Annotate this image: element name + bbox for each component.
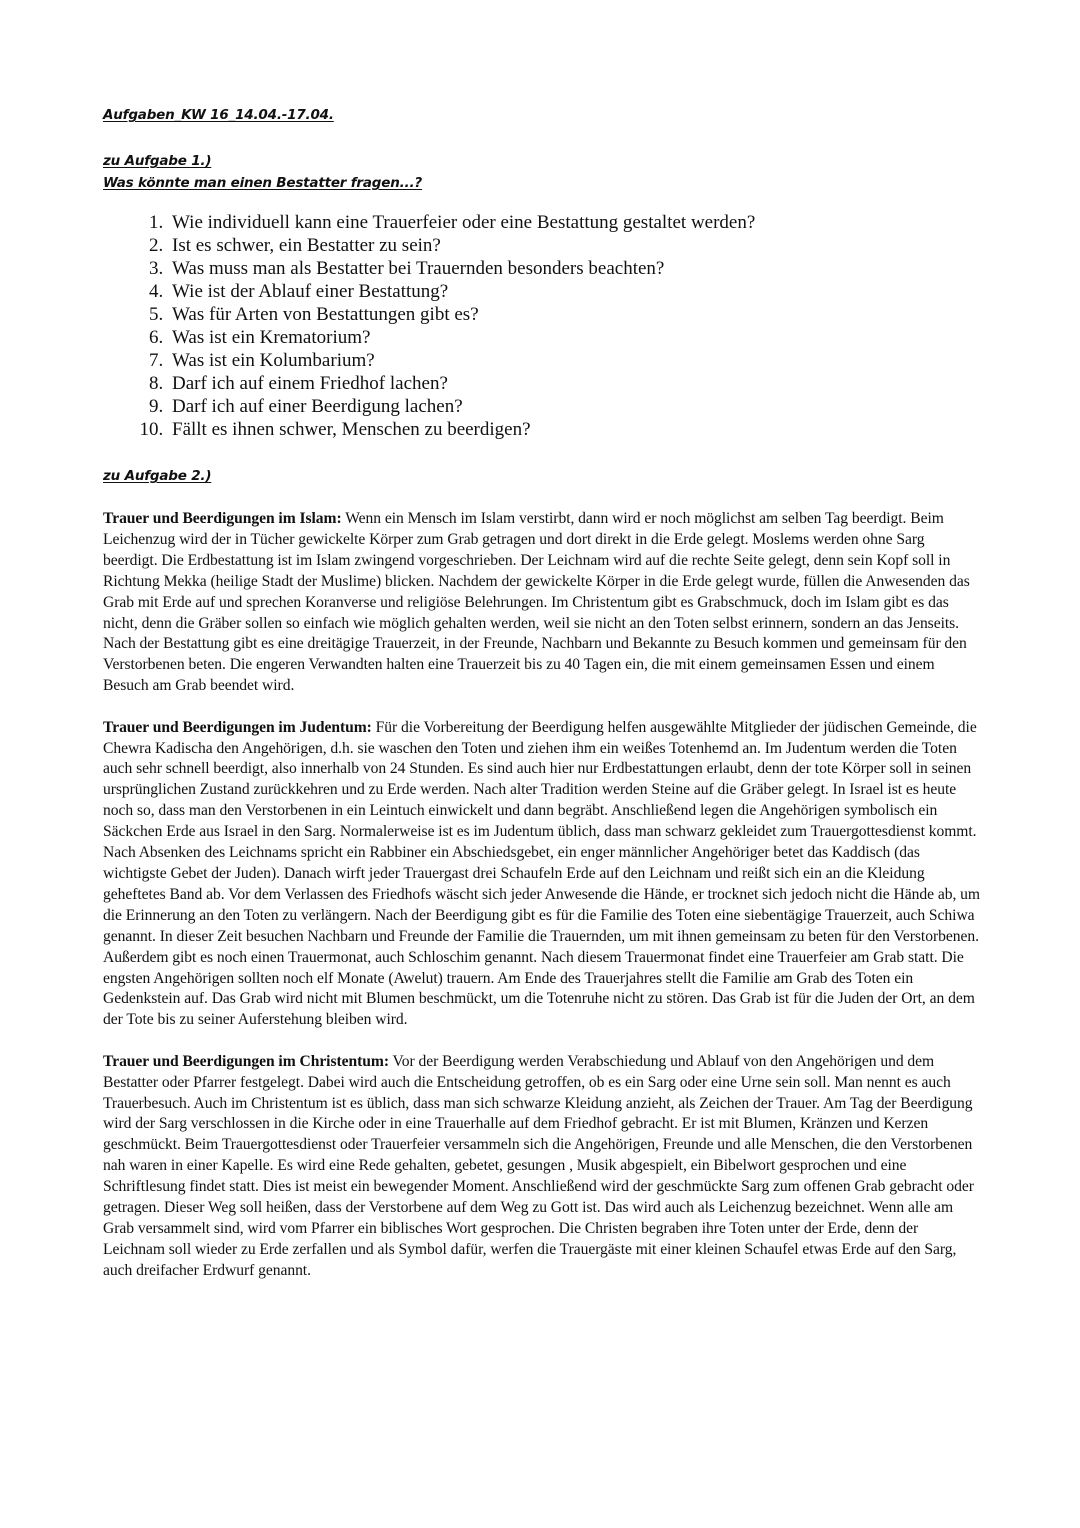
question-item: 5. Was für Arten von Bestattungen gibt es? [168,303,980,326]
paragraph-label: Trauer und Beerdigungen im Judentum: [103,718,372,736]
task1-heading: zu Aufgabe 1.) [103,153,212,169]
task2-heading: zu Aufgabe 2.) [103,468,212,484]
question-item: 9. Darf ich auf einer Beerdigung lachen? [168,395,980,418]
question-item: 3. Was muss man als Bestatter bei Trauernden besonders beachten? [168,257,980,280]
paragraph-judentum [103,718,980,1032]
paragraph-islam [103,509,980,697]
paragraph-text: Wenn ein Mensch im Islam verstirbt, dann wird er noch möglichst am selben Tag beerdigt. Beim Leichenzug wird der in Tücher gewickelte Körper zum Grab getragen und dort direkt in die Erde gelegt. Moslems werden ohne Sarg beerdigt. Die Erdbestattung ist im Islam zwingend vorgeschrieben. Der Leichnam wird auf die rechte Seite gelegt, denn sein Kopf soll in Richtung Mekka (heilige Stadt der Muslime) blicken. Nachdem der gewickelte Körper in die Erde gelegt wurde, füllen die Anwesenden das Grab mit Erde auf und sprechen Koranverse und religiöse Belehrungen. Im Christentum gibt es Grabschmuck, doch im Islam gibt es das nicht, denn die Gräber sollen so einfach wie möglich gehalten werden, weil sie nicht an den Toten selbst erinnern, sondern an das Jenseits. Nach der Bestattung gibt es eine dreitägige Trauerzeit, in der Freunde, Nachbarn und Bekannte zu Besuch kommen und gemeinsam für den Verstorbenen beten. Die engeren Verwandten halten eine Trauerzeit bis zu 40 Tagen ein, die mit einem gemeinsamen Essen und einem Besuch am Grab beendet wird. [103,510,970,695]
question-item: 1. Wie individuell kann eine Trauerfeier oder eine Bestattung gestaltet werden? [168,211,980,234]
document-page [103,104,980,1302]
question-item: 10. Fällt es ihnen schwer, Menschen zu beerdigen? [168,418,980,441]
question-item: 4. Wie ist der Ablauf einer Bestattung? [168,280,980,303]
paragraph-christentum [103,1052,980,1282]
paragraph-text: Für die Vorbereitung der Beerdigung helfen ausgewählte Mitglieder der jüdischen Gemeinde, die Chewra Kadischa den Angehörigen, d.h. sie waschen den Toten und ziehen ihm ein weißes Totenhemd an. Im Judentum werden die Toten auch sehr schnell beerdigt, also innerhalb von 24 Stunden. Es sind auch hier nur Erdbestattungen erlaubt, denn der tote Körper soll in seinen ursprünglichen Zustand zurückkehren und zu Erde werden. Nach alter Tradition werden Steine auf die Gräber gelegt. In Israel ist es heute noch so, dass man den Verstorbenen in ein Leintuch einwickelt und dann begräbt. Anschließend legen die Angehörigen symbolisch ein Säckchen Erde aus Israel in den Sarg. Normalerweise ist es im Judentum üblich, dass man schwarz gekleidet zum Trauergottesdienst kommt. Nach Absenken des Leichnams spricht ein Rabbiner ein Abschiedsgebet, ein enger männlicher Angehöriger betet das Kaddisch (das wichtigste Gebet der Juden). Danach wirft jeder Trauergast drei Schaufeln Erde auf den Leichnam und reißt sich ein an die Kleidung geheftetes Band ab. Vor dem Verlassen des Friedhofs wäscht sich jeder Anwesende die Hände, er trocknet sich jedoch nicht die Hände ab, um die Erinnerung an den Toten zu verlängern. Nach der Beerdigung gibt es für die Familie des Toten eine siebentägige Trauerzeit, auch Schiwa genannt. In dieser Zeit besuchen Nachbarn und Freunde der Familie die Trauernden, um mit ihnen gemeinsam zu beten für den Verstorbenen. Außerdem gibt es noch einen Trauermonat, auch Schloschim genannt. Nach diesem Trauermonat findet eine Trauerfeier am Grab statt. Die engsten Angehörigen sollten noch elf Monate (Awelut) trauern. Am Ende des Trauerjahres stellt die Familie am Grab des Toten ein Gedenkstein auf. Das Grab wird nicht mit Blumen beschmückt, um die Totenruhe nicht zu stören. Das Grab ist für die Juden der Ort, an dem der Tote bis zu seiner Auferstehung bleiben wird. [103,718,980,1029]
question-item: 7. Was ist ein Kolumbarium? [168,349,980,372]
paragraph-label: Trauer und Beerdigungen im Christentum: [103,1052,389,1070]
paragraph-label: Trauer und Beerdigungen im Islam: [103,510,342,527]
document-title: Aufgaben_KW 16_14.04.-17.04. [103,107,334,123]
question-item: 2. Ist es schwer, ein Bestatter zu sein? [168,234,980,257]
task1-subheading: Was könnte man einen Bestatter fragen...? [103,175,423,191]
paragraph-text: Vor der Beerdigung werden Verabschiedung und Ablauf von den Angehörigen und dem Bestatter oder Pfarrer festgelegt. Dabei wird auch die Entscheidung getroffen, ob es ein Sarg oder eine Urne sein soll. Man nennt es auch Trauerbesuch. Auch im Christentum ist es üblich, dass man sich schwarze Kleidung anzieht, als Zeichen der Trauer. Am Tag der Beerdigung wird der Sarg verschlossen in die Kirche oder in eine Trauerhalle auf dem Friedhof gebracht. Er ist mit Blumen, Kränzen und Kerzen geschmückt. Beim Trauergottesdienst oder Trauerfeier versammeln sich die Angehörigen, Freunde und alle Menschen, die den Verstorbenen nah waren in einer Kapelle. Es wird eine Rede gehalten, gebetet, gesungen , Musik abgespielt, ein Bibelwort gesprochen und eine Schriftlesung findet statt. Dies ist meist ein bewegender Moment. Anschließend wird der geschmückte Sarg zum offenen Grab gebracht oder getragen. Dieser Weg soll heißen, dass der Verstorbene auf dem Weg zu Gott ist. Das wird auch als Leichenzug bezeichnet. Wenn alle am Grab versammelt sind, wird vom Pfarrer ein biblisches Wort gesprochen. Die Christen begraben ihre Toten unter der Erde, denn der Leichnam soll wieder zu Erde zerfallen und als Symbol dafür, werfen die Trauergäste mit einer kleinen Schaufel etwas Erde auf den Sarg, auch dreifacher Erdwurf genannt. [103,1052,974,1279]
question-list [103,211,980,441]
question-item: 8. Darf ich auf einem Friedhof lachen? [168,372,980,395]
question-item: 6. Was ist ein Krematorium? [168,326,980,349]
